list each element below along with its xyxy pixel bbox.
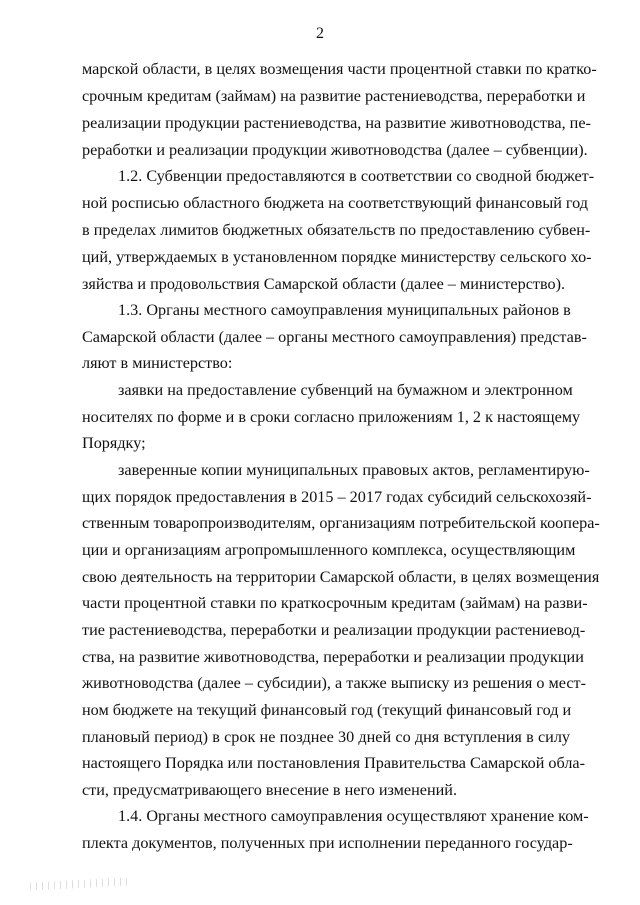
- text-line: ляют в министерство:: [82, 354, 233, 372]
- text-line: зяйства и продовольствия Самарской области (далее – министерство).: [82, 275, 566, 293]
- text-line: носителях по форме и в сроки согласно приложениям 1, 2 к настоящему: [82, 408, 581, 426]
- text-line: в пределах лимитов бюджетных обязательств по предоставлению субвен-: [82, 221, 591, 239]
- text-line: ной росписью областного бюджета на соответствующий финансовый год: [82, 194, 589, 212]
- text-line: тие растениеводства, переработки и реализации продукции растениевод-: [82, 621, 586, 639]
- text-line: части процентной ставки по краткосрочным кредитам (займам) на разви-: [82, 594, 588, 612]
- text-line: настоящего Порядка или постановления Правительства Самарской обла-: [82, 754, 585, 772]
- text-line: ции и организациям агропромышленного комплекса, осуществляющим: [82, 541, 576, 559]
- scan-artifact: [30, 877, 130, 890]
- text-line: Самарской области (далее – органы местного самоуправления) представ-: [82, 328, 587, 346]
- text-line: реализации продукции растениеводства, на развитие животноводства, пе-: [82, 114, 591, 132]
- text-line: ственным товаропроизводителям, организациям потребительской коопера-: [82, 514, 600, 532]
- text-line: заявки на предоставление субвенций на бумажном и электронном: [118, 381, 573, 399]
- text-line: ства, на развитие животноводства, переработки и реализации продукции: [82, 648, 584, 666]
- text-line: плекта документов, полученных при исполнении переданного государ-: [82, 834, 573, 852]
- text-line: плановый период) в срок не позднее 30 дней со дня вступления в силу: [82, 728, 570, 746]
- text-line: срочным кредитам (займам) на развитие растениеводства, переработки и: [82, 87, 586, 105]
- text-line: 1.2. Субвенции предоставляются в соответствии со сводной бюджет-: [118, 167, 595, 185]
- text-line: сти, предусматривающего внесение в него изменений.: [82, 781, 457, 799]
- text-line: 1.4. Органы местного самоуправления осуществляют хранение ком-: [118, 807, 589, 825]
- text-line: щих порядок предоставления в 2015 – 2017 годах субсидий сельскохозяй-: [82, 488, 592, 506]
- text-line: 1.3. Органы местного самоуправления муниципальных районов в: [118, 301, 571, 319]
- text-line: марской области, в целях возмещения части процентной ставки по кратко-: [82, 60, 597, 78]
- text-line: свою деятельность на территории Самарской области, в целях возмещения: [82, 568, 600, 586]
- text-line: заверенные копии муниципальных правовых актов, регламентирую-: [118, 461, 590, 479]
- text-line: ций, утверждаемых в установленном порядке министерству сельского хо-: [82, 248, 592, 266]
- text-line: ном бюджете на текущий финансовый год (текущий финансовый год и: [82, 701, 572, 719]
- text-line: животноводства (далее – субсидии), а также выписку из решения о мест-: [82, 674, 587, 692]
- text-line: Порядку;: [82, 434, 146, 452]
- text-line: реработки и реализации продукции животноводства (далее – субвенции).: [82, 141, 588, 159]
- page-number: 2: [316, 25, 324, 42]
